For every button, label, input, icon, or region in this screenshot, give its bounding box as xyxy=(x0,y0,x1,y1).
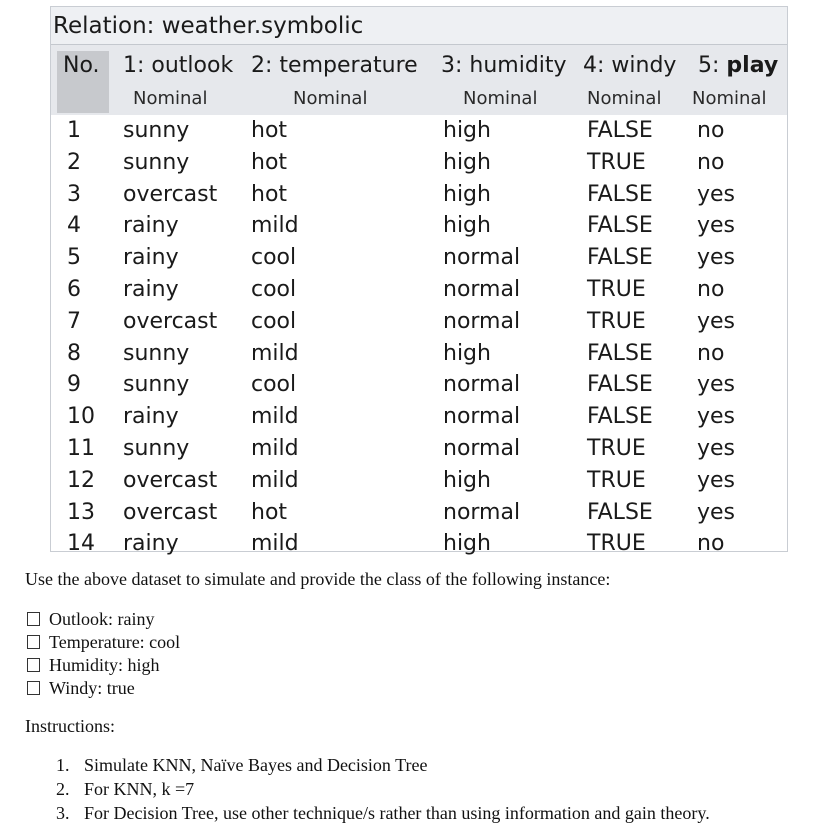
cell-no[interactable]: 4 xyxy=(67,213,81,239)
instance-item xyxy=(27,609,155,630)
table-row[interactable] xyxy=(51,274,787,305)
cell-humidity[interactable]: high xyxy=(443,149,491,175)
cell-play[interactable]: yes xyxy=(697,181,736,207)
cell-windy[interactable]: TRUE xyxy=(587,149,646,175)
cell-play[interactable]: no xyxy=(697,340,725,366)
cell-humidity[interactable]: normal xyxy=(443,277,521,302)
cell-no[interactable]: 11 xyxy=(67,436,95,461)
cell-windy[interactable]: FALSE xyxy=(587,404,653,430)
table-row[interactable] xyxy=(51,465,787,496)
cell-humidity[interactable]: normal xyxy=(443,436,521,461)
cell-no[interactable]: 2 xyxy=(67,149,81,175)
cell-play[interactable]: yes xyxy=(697,213,736,239)
cell-temperature[interactable]: cool xyxy=(251,245,297,271)
cell-humidity[interactable]: normal xyxy=(443,245,521,271)
cell-windy[interactable]: TRUE xyxy=(587,308,646,334)
checkbox-icon xyxy=(27,681,40,695)
cell-windy[interactable]: FALSE xyxy=(587,181,653,207)
cell-humidity[interactable]: normal xyxy=(443,372,521,398)
cell-no[interactable]: 13 xyxy=(67,499,95,525)
header-temperature[interactable]: 2: temperature xyxy=(251,53,418,78)
type-humidity: Nominal xyxy=(463,88,538,109)
cell-play[interactable]: yes xyxy=(697,436,736,461)
instruction-item xyxy=(56,755,427,776)
cell-windy[interactable]: TRUE xyxy=(587,531,646,557)
cell-humidity[interactable]: high xyxy=(443,181,491,207)
table-row[interactable] xyxy=(51,433,787,464)
table-row[interactable] xyxy=(51,242,787,273)
instance-label: Outlook: rainy xyxy=(49,609,155,629)
cell-temperature[interactable]: cool xyxy=(251,372,297,398)
type-outlook: Nominal xyxy=(133,88,208,109)
cell-no[interactable]: 9 xyxy=(67,372,81,398)
cell-outlook[interactable]: overcast xyxy=(123,181,218,207)
instance-item xyxy=(27,678,135,699)
header-windy[interactable]: 4: windy xyxy=(583,53,677,78)
table-row[interactable] xyxy=(51,338,787,369)
cell-outlook[interactable]: rainy xyxy=(123,531,179,557)
checkbox-icon xyxy=(27,612,40,626)
cell-windy[interactable]: FALSE xyxy=(587,499,653,525)
cell-humidity[interactable]: high xyxy=(443,531,491,557)
table-row[interactable] xyxy=(51,210,787,241)
cell-outlook[interactable]: rainy xyxy=(123,245,179,271)
cell-play[interactable]: yes xyxy=(697,245,736,271)
cell-outlook[interactable]: overcast xyxy=(123,308,218,334)
checkbox-icon xyxy=(27,658,40,672)
instance-label: Temperature: cool xyxy=(49,632,181,652)
header-humidity[interactable]: 3: humidity xyxy=(441,53,567,78)
cell-humidity[interactable]: high xyxy=(443,213,491,239)
cell-no[interactable]: 12 xyxy=(67,467,95,493)
cell-outlook[interactable]: sunny xyxy=(123,436,190,461)
cell-humidity[interactable]: high xyxy=(443,340,491,366)
cell-windy[interactable]: FALSE xyxy=(587,245,653,271)
cell-outlook[interactable]: rainy xyxy=(123,277,179,302)
table-row[interactable] xyxy=(51,306,787,337)
header-outlook[interactable]: 1: outlook xyxy=(123,53,234,78)
header-no: No. xyxy=(63,53,100,78)
type-windy: Nominal xyxy=(587,88,662,109)
cell-humidity[interactable]: high xyxy=(443,118,491,143)
instruction-number: 1. xyxy=(56,755,70,775)
cell-windy[interactable]: TRUE xyxy=(587,467,646,493)
cell-no[interactable]: 7 xyxy=(67,308,81,334)
table-row[interactable] xyxy=(51,497,787,528)
cell-outlook[interactable]: overcast xyxy=(123,499,218,525)
cell-windy[interactable]: FALSE xyxy=(587,118,653,143)
cell-temperature[interactable]: mild xyxy=(251,467,299,493)
table-row[interactable] xyxy=(51,369,787,400)
cell-outlook[interactable]: sunny xyxy=(123,372,190,398)
cell-outlook[interactable]: rainy xyxy=(123,404,179,430)
cell-outlook[interactable]: overcast xyxy=(123,467,218,493)
cell-no[interactable]: 8 xyxy=(67,340,81,366)
instructions-label: Instructions: xyxy=(25,716,115,736)
cell-play[interactable]: yes xyxy=(697,467,736,493)
cell-outlook[interactable]: sunny xyxy=(123,149,190,175)
question-text: Use the above dataset to simulate and provide the class of the following instance: xyxy=(25,569,611,589)
table-header xyxy=(51,45,787,115)
checkbox-icon xyxy=(27,635,40,649)
table-row[interactable] xyxy=(51,147,787,178)
cell-humidity[interactable]: normal xyxy=(443,308,521,334)
cell-temperature[interactable]: cool xyxy=(251,277,297,302)
instruction-text: Simulate KNN, Naïve Bayes and Decision Tree xyxy=(84,755,428,775)
cell-outlook[interactable]: sunny xyxy=(123,340,190,366)
type-temperature: Nominal xyxy=(293,88,368,109)
cell-humidity[interactable]: high xyxy=(443,467,491,493)
cell-temperature[interactable]: mild xyxy=(251,340,299,366)
cell-play[interactable]: no xyxy=(697,531,725,557)
header-play[interactable] xyxy=(698,53,778,78)
cell-no[interactable]: 14 xyxy=(67,531,95,557)
header-play-prefix: 5: xyxy=(698,53,727,78)
cell-play[interactable]: yes xyxy=(697,404,736,430)
cell-temperature[interactable]: hot xyxy=(251,118,288,143)
cell-windy[interactable]: FALSE xyxy=(587,213,653,239)
relation-title: Relation: weather.symbolic xyxy=(51,7,787,45)
table-row[interactable] xyxy=(51,401,787,432)
weka-data-table xyxy=(50,6,788,557)
instance-item xyxy=(27,655,160,676)
cell-windy[interactable]: TRUE xyxy=(587,277,646,302)
cell-no[interactable]: 5 xyxy=(67,245,81,271)
instruction-item xyxy=(56,803,710,824)
cell-temperature[interactable]: mild xyxy=(251,404,299,430)
cell-play[interactable]: no xyxy=(697,277,725,302)
cell-outlook[interactable]: rainy xyxy=(123,213,179,239)
cell-play[interactable]: yes xyxy=(697,372,736,398)
instruction-text: For Decision Tree, use other technique/s rather than using information and gain theory. xyxy=(84,803,710,823)
cell-play[interactable]: no xyxy=(697,118,725,143)
cell-play[interactable]: yes xyxy=(697,308,736,334)
cell-no[interactable]: 1 xyxy=(67,118,81,143)
cell-temperature[interactable]: hot xyxy=(251,149,288,175)
cell-windy[interactable]: FALSE xyxy=(587,372,653,398)
cell-temperature[interactable]: hot xyxy=(251,499,288,525)
cell-temperature[interactable]: mild xyxy=(251,213,299,239)
instance-item xyxy=(27,632,180,653)
cell-no[interactable]: 10 xyxy=(67,404,95,430)
cell-outlook[interactable]: sunny xyxy=(123,118,190,143)
table-row[interactable] xyxy=(51,115,787,146)
cell-temperature[interactable]: cool xyxy=(251,308,297,334)
instance-label: Windy: true xyxy=(49,678,135,698)
cell-temperature[interactable]: hot xyxy=(251,181,288,207)
cell-no[interactable]: 3 xyxy=(67,181,81,207)
cell-play[interactable]: no xyxy=(697,149,725,175)
instruction-number: 2. xyxy=(56,779,70,799)
instance-label: Humidity: high xyxy=(49,655,160,675)
cell-play[interactable]: yes xyxy=(697,499,736,525)
instruction-number: 3. xyxy=(56,803,70,823)
cell-windy[interactable]: TRUE xyxy=(587,436,646,461)
type-play: Nominal xyxy=(692,88,767,109)
table-row[interactable] xyxy=(51,179,787,210)
cell-humidity[interactable]: normal xyxy=(443,404,521,430)
table-row[interactable] xyxy=(51,528,787,559)
cell-temperature[interactable]: mild xyxy=(251,531,299,557)
instruction-item xyxy=(56,779,194,800)
cell-no[interactable]: 6 xyxy=(67,277,81,302)
instruction-text: For KNN, k =7 xyxy=(84,779,195,799)
cell-windy[interactable]: FALSE xyxy=(587,340,653,366)
cell-temperature[interactable]: mild xyxy=(251,436,299,461)
header-play-name: play xyxy=(726,53,779,78)
cell-humidity[interactable]: normal xyxy=(443,499,521,525)
